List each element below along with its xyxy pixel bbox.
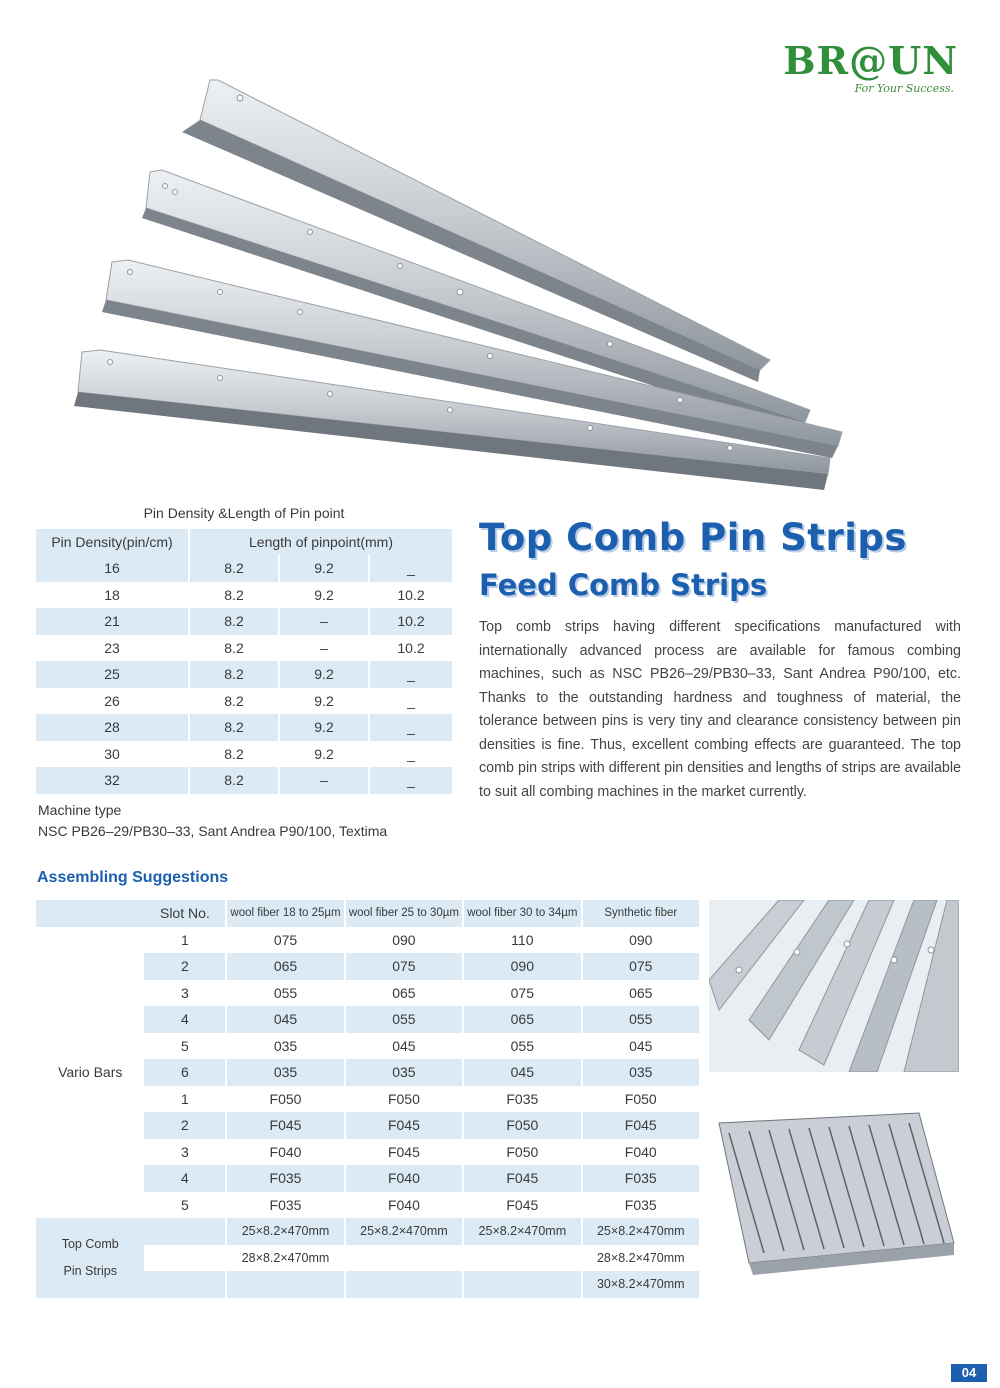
cell: F035 — [226, 1192, 344, 1219]
cell — [144, 1218, 226, 1245]
cell: _ — [407, 745, 415, 762]
cell: F045 — [463, 1192, 581, 1219]
cell: 8.2 — [189, 555, 279, 582]
slot-header: Slot No. — [144, 900, 226, 927]
cell: 035 — [582, 1059, 699, 1086]
cell: 16 — [36, 555, 189, 582]
cell: 5 — [180, 1037, 189, 1054]
cell: 9.2 — [279, 555, 369, 582]
cell: 21 — [36, 608, 189, 635]
product-description: Top comb strips having different specifications manufactured with internationally advanced process are available for famous combing machines, such as NSC PB26–29/PB30–33, Sant Andrea P90/100, etc. Thanks to the outstanding hardness and toughness of material, the tolerance between pins is very tiny and clearance consistency between pin densities is fine. Thus, excellent combing effects are guaranteed. The top comb pin strips with different pin densities and lengths of strips are available to suit all combing machines in the market currently. — [479, 619, 961, 800]
cell: 8.2 — [189, 661, 279, 688]
cell: _ — [369, 661, 452, 688]
table-row — [36, 1218, 699, 1245]
cell: 2 — [144, 1112, 226, 1139]
col-header: Synthetic fiber — [582, 900, 699, 927]
assembling-table — [36, 900, 699, 1298]
cell: F035 — [582, 1192, 699, 1219]
cell: 30×8.2×470mm — [582, 1271, 699, 1298]
cell — [36, 900, 144, 927]
brand-tagline: For Your Success. — [854, 82, 954, 95]
vario-bars-label: Vario Bars — [36, 927, 144, 1219]
cell: 055 — [463, 1033, 581, 1060]
cell: 9.2 — [279, 688, 369, 715]
brand-name: BR@UN — [783, 38, 958, 83]
cell: 075 — [345, 953, 463, 980]
cell: F050 — [463, 1139, 581, 1166]
cell: F045 — [226, 1112, 344, 1139]
cell: _ — [369, 767, 452, 794]
cell: F040 — [226, 1139, 344, 1166]
col-header: wool fiber 18 to 25µm — [226, 900, 344, 927]
comb-strips-closeup-photo — [709, 900, 959, 1072]
cell: 9.2 — [279, 582, 369, 609]
cell: 8.2 — [189, 741, 279, 768]
table-row — [36, 714, 452, 741]
cell: 090 — [345, 927, 463, 954]
top-comb-label-line2: Pin Strips — [63, 1263, 117, 1278]
page-title: Top Comb Pin Strips — [479, 516, 907, 559]
cell: 10.2 — [397, 586, 425, 603]
cell — [463, 1245, 581, 1272]
col-header: wool fiber 30 to 34µm — [463, 900, 581, 927]
cell: F035 — [226, 1165, 344, 1192]
cell: F040 — [345, 1192, 463, 1219]
cell: 10.2 — [369, 608, 452, 635]
pin-density-header: Pin Density(pin/cm) — [36, 528, 189, 556]
cell: 065 — [463, 1006, 581, 1033]
cell: – — [279, 608, 369, 635]
cell: 3 — [180, 1143, 189, 1160]
cell: 1 — [180, 931, 189, 948]
cell: F050 — [226, 1086, 344, 1113]
cell — [144, 1245, 226, 1272]
cell — [144, 1271, 226, 1298]
machine-type-label: Machine type — [38, 802, 122, 818]
cell: 110 — [463, 927, 581, 954]
cell: 23 — [36, 635, 189, 662]
cell: 9.2 — [279, 661, 369, 688]
cell: 5 — [180, 1196, 189, 1213]
cell: 28×8.2×470mm — [226, 1245, 344, 1272]
pin-table-caption: Pin Density &Length of Pin point — [36, 500, 452, 528]
table-row — [36, 741, 452, 768]
table-row — [36, 555, 452, 582]
cell: F035 — [582, 1165, 699, 1192]
cell: 090 — [582, 927, 699, 954]
cell: 8.2 — [189, 635, 279, 662]
cell: F045 — [582, 1112, 699, 1139]
cell: 10.2 — [397, 639, 425, 656]
cell: 3 — [180, 984, 189, 1001]
cell: F045 — [463, 1165, 581, 1192]
machine-type-value: NSC PB26–29/PB30–33, Sant Andrea P90/100, Textima — [38, 823, 388, 839]
cell: F050 — [582, 1086, 699, 1113]
table-row — [36, 608, 452, 635]
page-subtitle: Feed Comb Strips — [479, 568, 768, 602]
cell: 25×8.2×470mm — [226, 1218, 344, 1245]
table-row — [36, 582, 452, 609]
assembling-title: Assembling Suggestions — [37, 869, 229, 886]
cell: 8.2 — [189, 688, 279, 715]
cell: 9.2 — [279, 741, 369, 768]
cell: 32 — [36, 767, 189, 794]
cell: 25×8.2×470mm — [582, 1218, 699, 1245]
cell: 28 — [36, 714, 189, 741]
cell: F050 — [463, 1112, 581, 1139]
top-comb-label-line1: Top Comb — [61, 1236, 119, 1251]
cell: _ — [369, 714, 452, 741]
cell: 045 — [345, 1033, 463, 1060]
table-row — [36, 688, 452, 715]
cell: 055 — [345, 1006, 463, 1033]
feed-comb-assembly-photo — [709, 1093, 959, 1275]
cell — [345, 1245, 463, 1272]
cell: 065 — [582, 980, 699, 1007]
cell: F050 — [345, 1086, 463, 1113]
col-header: wool fiber 25 to 30µm — [345, 900, 463, 927]
cell: 1 — [180, 1090, 189, 1107]
cell: F040 — [582, 1139, 699, 1166]
pin-density-table — [36, 500, 452, 794]
pin-strips-photo — [70, 60, 860, 500]
cell: 9.2 — [279, 714, 369, 741]
cell: 065 — [345, 980, 463, 1007]
cell: 25×8.2×470mm — [463, 1218, 581, 1245]
cell: – — [279, 635, 369, 662]
table-row — [36, 635, 452, 662]
cell: 035 — [226, 1059, 344, 1086]
cell: 090 — [463, 953, 581, 980]
cell — [345, 1271, 463, 1298]
cell — [226, 1271, 344, 1298]
cell: _ — [369, 555, 452, 582]
cell: 4 — [144, 1165, 226, 1192]
cell: 055 — [226, 980, 344, 1007]
table-row — [36, 767, 452, 794]
cell: – — [279, 767, 369, 794]
cell — [463, 1271, 581, 1298]
cell: 065 — [226, 953, 344, 980]
cell: 25 — [36, 661, 189, 688]
cell: 055 — [582, 1006, 699, 1033]
pin-length-header: Length of pinpoint(mm) — [189, 528, 452, 556]
cell: 28×8.2×470mm — [582, 1245, 699, 1272]
cell: 25×8.2×470mm — [345, 1218, 463, 1245]
cell: _ — [407, 692, 415, 709]
table-row — [36, 661, 452, 688]
cell: 035 — [345, 1059, 463, 1086]
cell: 8.2 — [189, 608, 279, 635]
cell: F035 — [463, 1086, 581, 1113]
cell: 18 — [36, 582, 189, 609]
page-number: 04 — [951, 1364, 987, 1382]
cell: F045 — [345, 1139, 463, 1166]
cell: 4 — [144, 1006, 226, 1033]
table-row — [36, 927, 699, 954]
cell: 075 — [226, 927, 344, 954]
cell: 075 — [582, 953, 699, 980]
cell: 075 — [463, 980, 581, 1007]
cell: 8.2 — [189, 714, 279, 741]
top-comb-label — [36, 1218, 144, 1298]
cell: F045 — [345, 1112, 463, 1139]
cell: 045 — [226, 1006, 344, 1033]
cell: 30 — [36, 741, 189, 768]
cell: F040 — [345, 1165, 463, 1192]
cell: 6 — [144, 1059, 226, 1086]
machine-type — [38, 800, 387, 842]
cell: 8.2 — [189, 582, 279, 609]
cell: 2 — [144, 953, 226, 980]
table-header-row — [36, 900, 699, 927]
cell: 045 — [582, 1033, 699, 1060]
cell: 8.2 — [189, 767, 279, 794]
cell: 045 — [463, 1059, 581, 1086]
cell: 035 — [226, 1033, 344, 1060]
cell: 26 — [36, 688, 189, 715]
